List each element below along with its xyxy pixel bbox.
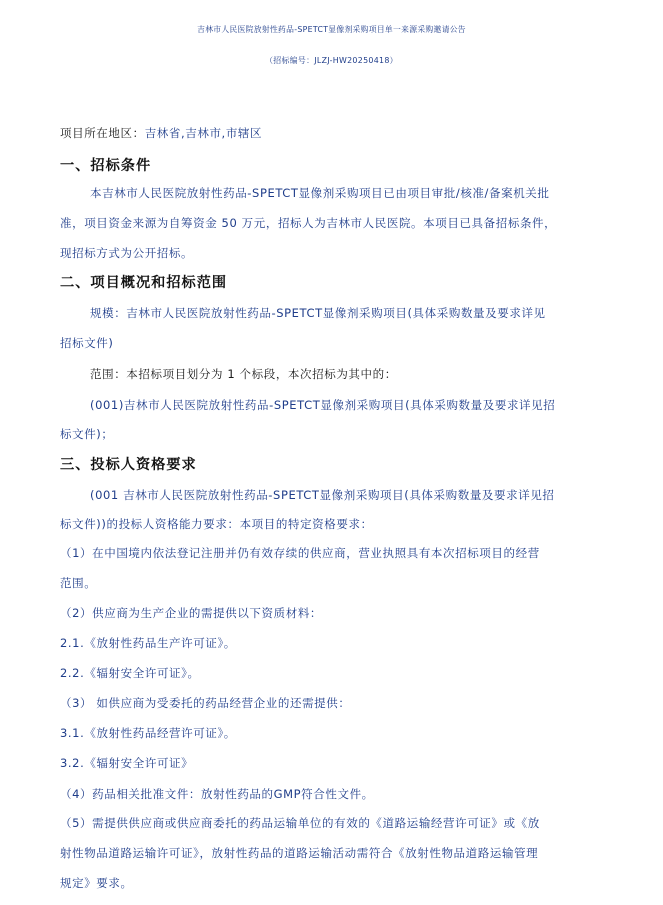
s3-requirement-5-line-1: （5）需提供供应商或供应商委托的药品运输单位的有效的《道路运输经营许可证》或《放: [60, 816, 540, 830]
s1-paragraph-line-2: 准，项目资金来源为自筹资金 50 万元，招标人为吉林市人民医院。本项目已具备招标条件，: [60, 216, 557, 230]
section-heading-1: 一、招标条件: [60, 158, 152, 174]
section-heading-2: 二、项目概况和招标范围: [60, 275, 228, 291]
page-title: 吉林市人民医院放射性药品-SPETCT显像剂采购项目单一来源采购邀请公告: [197, 25, 466, 34]
s2-lot-line-2: 标文件)；: [60, 427, 114, 441]
region-value: 吉林省,吉林市,市辖区: [144, 126, 263, 140]
s2-range: 范围：本招标项目划分为 1 个标段，本次招标为其中的：: [90, 367, 397, 381]
s3-requirement-2-1: 2.1.《放射性药品生产许可证》。: [60, 636, 236, 650]
s3-intro-line-1: (001 吉林市人民医院放射性药品-SPETCT显像剂采购项目(具体采购数量及要求详见招: [90, 488, 555, 502]
s3-requirement-3-2: 3.2.《辐射安全许可证》: [60, 756, 194, 770]
s3-requirement-4: （4）药品相关批准文件：放射性药品的GMP符合性文件。: [60, 787, 374, 801]
s3-intro-line-2: 标文件))的投标人资格能力要求：本项目的特定资格要求：: [60, 517, 373, 531]
section-heading-3: 三、投标人资格要求: [60, 457, 197, 473]
s3-requirement-5-line-3: 规定》要求。: [60, 876, 133, 890]
s3-requirement-2-2: 2.2.《辐射安全许可证》。: [60, 666, 200, 680]
s3-requirement-2: （2）供应商为生产企业的需提供以下资质材料：: [60, 606, 323, 620]
s2-scale-line-1: 规模：吉林市人民医院放射性药品-SPETCT显像剂采购项目(具体采购数量及要求详见: [90, 306, 546, 320]
s2-lot-line-1: (001)吉林市人民医院放射性药品-SPETCT显像剂采购项目(具体采购数量及要求详见招: [90, 398, 556, 412]
s3-requirement-1-line-2: 范围。: [60, 576, 97, 590]
s3-requirement-5-line-2: 射性物品道路运输许可证》，放射性药品的道路运输活动需符合《放射性物品道路运输管理: [60, 846, 539, 860]
s3-requirement-3: （3） 如供应商为受委托的药品经营企业的还需提供：: [60, 696, 351, 710]
s1-paragraph-line-3: 现招标方式为公开招标。: [60, 246, 194, 260]
region-label: 项目所在地区：: [60, 126, 145, 140]
s2-scale-line-2: 招标文件): [60, 336, 114, 350]
region-line: [60, 125, 262, 141]
s3-requirement-3-1: 3.1.《放射性药品经营许可证》。: [60, 726, 236, 740]
tender-code: （招标编号：JLZJ-HW20250418）: [265, 56, 398, 65]
s3-requirement-1-line-1: （1）在中国境内依法登记注册并仍有效存续的供应商，营业执照具有本次招标项目的经营: [60, 546, 540, 560]
s1-paragraph-line-1: 本吉林市人民医院放射性药品-SPETCT显像剂采购项目已由项目审批/核准/备案机关批: [90, 186, 550, 200]
